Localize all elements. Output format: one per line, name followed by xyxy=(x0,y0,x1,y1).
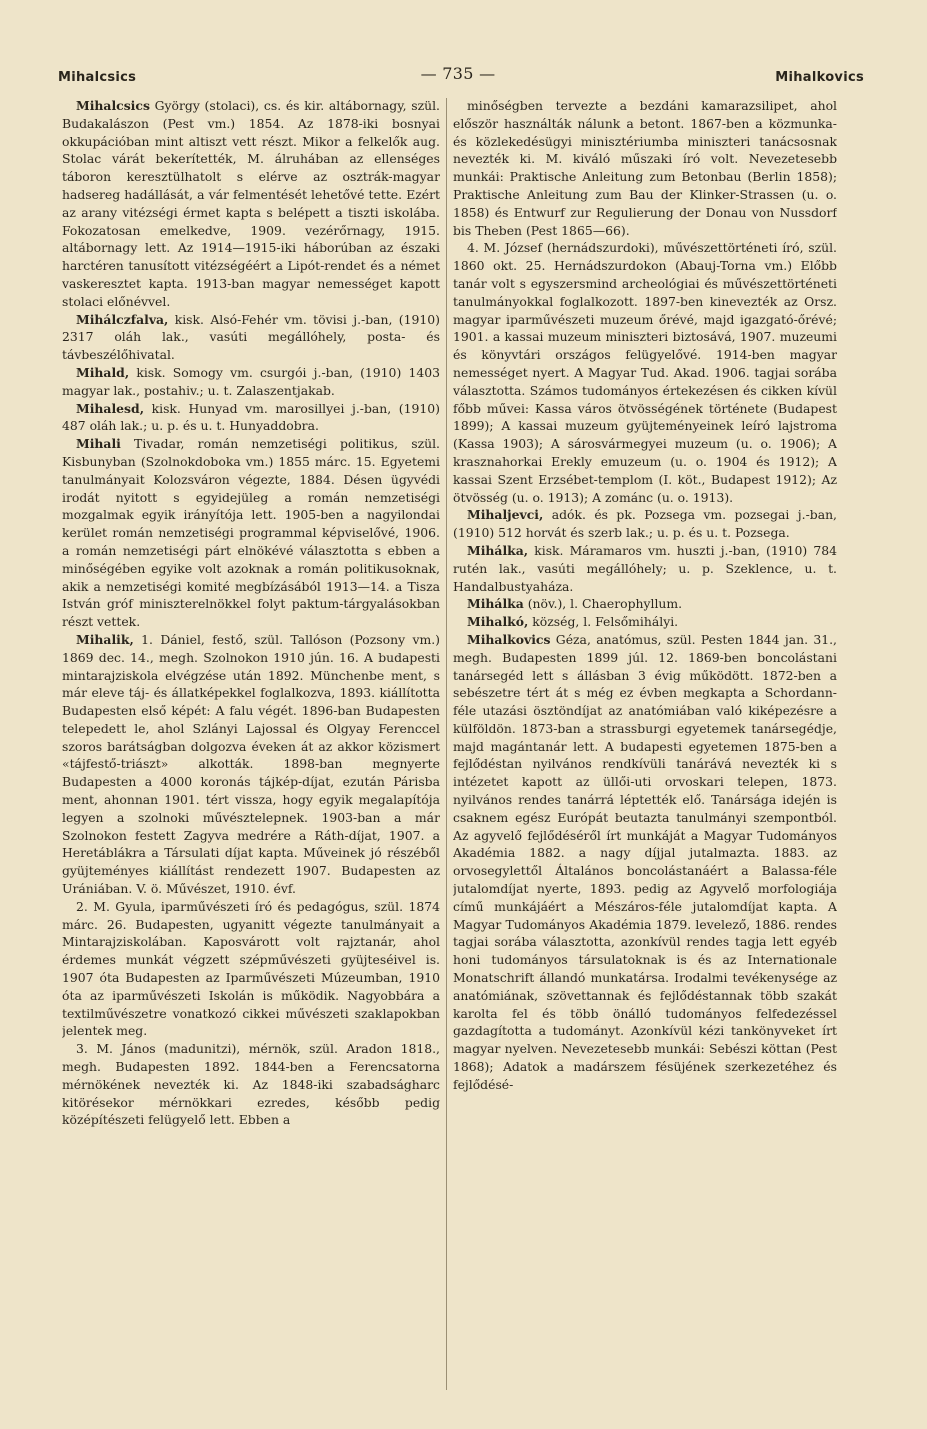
entry xyxy=(62,97,440,311)
entry xyxy=(453,506,837,542)
right-column xyxy=(453,97,837,1397)
headword: Mihalkó, xyxy=(467,614,529,630)
entry-text: község, l. Felsőmihályi. xyxy=(528,614,679,630)
entry-text: adók. és pk. Pozsega vm. pozsegai j.-ban, (1910) 512 horvát és szerb lak.; u. p. és u. t. Pozsega. xyxy=(453,507,837,541)
entry-text: 3. M. János (madunitzi), mérnök, szül. Aradon 1818., megh. Budapesten 1892. 1844-ben a Ferencsatorna mérnökének nevezték ki. Az 1848-iki szabadságharc kitörésekor mérnökkari ezredes, később pedig középítészeti felügyelő lett. Ebben a xyxy=(62,1041,440,1128)
headword: Mihali xyxy=(76,436,121,452)
entry xyxy=(453,631,837,1094)
column-divider xyxy=(446,98,447,1390)
entry xyxy=(62,631,440,898)
entry-text: kisk. Hunyad vm. marosillyei j.-ban, (1910) 487 oláh lak.; u. p. és u. t. Hunyaddobra. xyxy=(62,400,440,434)
entry xyxy=(453,542,837,595)
entry-text: 2. M. Gyula, iparművészeti író és pedagógus, szül. 1874 márc. 26. Budapesten, ugyanitt végezte tanulmányait a Mintarajziskolában. Kaposvárott volt rajztanár, ahol érdemes munkát végzett szépművészeti gyüjteséivel is. 1907 óta Budapesten az Iparművészeti Múzeumban, 1910 óta az iparművészeti Iskolán is működik. Nagyobbára a textilművészetre vonatkozó cikkei művészeti szaklapokban jelentek meg. xyxy=(62,898,440,1039)
entry xyxy=(453,613,837,631)
entry-text: minőségben tervezte a bezdáni kamarazsilipet, ahol először használták nálunk a betont. 1867-ben a közmunka- és közlekedésügyi minisztériumba miniszteri tanácsosnak nevezték ki. M. kiváló műszaki író volt. Nevezetesebb munkái: Praktische Anleitung zum Betonbau (Berlin 1858); Praktische Anleitung zum Bau der Klinker-Strassen (u. o. 1858) és Entwurf zur Regulierung der Donau von Nussdorf bis Theben (Pest 1865—66). xyxy=(453,98,837,238)
entry-text: Géza, anatómus, szül. Pesten 1844 jan. 31., megh. Budapesten 1899 júl. 12. 1869-ben boncolástani tanársegéd lett s állásban 3 évig működött. 1872-ben a sebészetre tért át s még ez évben megkapta a Schordann-féle utazási ösztöndíjat az anatómiában való kiképezésre a külföldön. 1873-ban a strassburgi egyetemek tanársegédje, majd magántanár lett. A budapesti egyetemen 1875-ben a fejlődéstan nyilvános rendkívüli tanárává nevezték ki s intézetet kapott az üllői-uti orvoskari telepen, 1873. nyilvános rendes tanárrá léptették elő. Tanársága idején is csaknem egész Európát beutazta tanulmányi szempontból. Az agyvelő fejlődéséről írt munkáját a Magyar Tudományos Akadémia 1882. a nagy díjjal jutalmazta. 1883. az orvosegylettől Általános boncolástanáért a Balassa-féle jutalomdíjat nyerte, 1893. pedig az Agyvelő morfologiája című munkájáért a Mészáros-féle jutalomdíjat kapta. A Magyar Tudományos Akadémia 1879. levelező, 1886. rendes tagjai sorába választotta, azonkívül rendes tagja lett egyéb honi tudományos társulatoknak is és az Internationale Monatschrift állandó munkatársa. Irodalmi tevékenysége az anatómiának, szövettannak és fejlődéstannak több szakát karolta fel és több önálló tudományos felfedezéssel gazdagította a tudományt. Azonkívül kézi tankönyveket írt magyar nyelven. Nevezetesebb munkái: Sebészi köttan (Pest 1868); Adatok a madárszem fésüjének szerkezetéhez és fejlődésé- xyxy=(453,631,837,1092)
headword: Mihalik, xyxy=(76,631,134,647)
headword: Mihalcsics xyxy=(76,98,150,113)
header-left-guideword: Mihalcsics xyxy=(58,70,137,85)
entry xyxy=(62,311,440,364)
headword: Mihalkovics xyxy=(467,631,551,647)
headword: Mihald, xyxy=(76,364,130,380)
entry xyxy=(62,898,440,1040)
headword: Mihálczfalva, xyxy=(76,311,169,327)
headword: Mihaljevci, xyxy=(467,507,544,523)
entry xyxy=(62,435,440,631)
entry xyxy=(453,595,837,613)
headword: Mihalesd, xyxy=(76,400,145,416)
entry-text: 4. M. József (hernádszurdoki), művészettörténeti író, szül. 1860 okt. 25. Hernádszurdokon (Abauj-Torna vm.) Előbb tanár volt s egyszersmind archeológiai és művészettörténeti tanulmányokkal foglalkozott. 1897-ben kinevezték az Orsz. magyar iparművészeti muzeum őrévé, majd igazgató-őrévé; 1901. a kassai muzeum miniszteri biztosává, 1907. muzeumi és könyvtári országos felügyelővé. 1914-ben magyar nemességet nyert. A Magyar Tud. Akad. 1906. tagjai sorába választotta. Számos tudományos értekezésen és cikken kívül főbb művei: Kassa város ötvösségének története (Budapest 1899); A kassai muzeum gyüjteményeinek leíró lajstroma (Kassa 1903); A sárosvármegyei muzeum (u. o. 1906); A krasznahorkai Erekly emuzeum (u. o. 1904 és 1912); A kassai Szent Erzsébet-templom (I. köt., Budapest 1912); Az ötvösség (u. o. 1913); A zománc (u. o. 1913). xyxy=(453,240,837,505)
entry xyxy=(453,97,837,239)
entry-text: kisk. Alsó-Fehér vm. tövisi j.-ban, (1910) 2317 oláh lak., vasúti megállóhely, posta- és távbeszélőhivatal. xyxy=(62,311,440,363)
entry-text: (növ.), l. Chaerophyllum. xyxy=(523,596,683,612)
entry xyxy=(453,239,837,506)
entry-text: György (stolaci), cs. és kir. altábornagy, szül. Budakalászon (Pest vm.) 1854. Az 1878-iki bosnyai okkupációban mint altiszt vett részt. Mikor a felkelők aug. Stolac várát bekerítették, M. álruhában az ellenséges táboron keresztülhatolt s elérve az osztrák-magyar hadsereg hadállását, a vár felmentését lehetővé tette. Ezért az arany vitézségi érmet kapta s belépett a tiszti iskolába. Fokozatosan emelkedve, 1909. vezérőrnagy, 1915. altábornagy lett. Az 1914—1915-iki háborúban az északi harctéren tanusított vitézségéért a Lipót-rendet és a német vaskeresztet kapta. 1913-ban magyar nemességet kapott stolaci előnévvel. xyxy=(62,98,440,309)
headword: Mihálka, xyxy=(467,542,529,558)
headword: Mihálka xyxy=(467,596,524,612)
entry xyxy=(62,1040,440,1129)
page-number: — 735 — xyxy=(420,64,496,83)
header-right-guideword: Mihalkovics xyxy=(775,70,864,85)
entry-text: 1. Dániel, festő, szül. Tallóson (Pozsony vm.) 1869 dec. 14., megh. Szolnokon 1910 jún. 16. A budapesti mintarajziskola elvégzése után 1892. Münchenbe ment, s már eleve táj- és állatképekkel foglalkozva, 1893. kiállította Budapesten első képét: A falu végét. 1896-ban Budapesten telepedett le, ahol Szlányi Lajossal és Olgyay Ferenccel szoros barátságban dolgozva éveken át az akkor közismert «tájfestő-triászt» alkották. 1898-ban megnyerte Budapesten a 4000 koronás tájkép-díjat, ezután Párisba ment, ahonnan 1901. tért vissza, hogy egyik megalapítója legyen a szolnoki művésztelepnek. 1903-ban a már Szolnokon festett Zagyva medrére a Ráth-díjat, 1907. a Heretáblákra a Társulati díjat kapta. Műveinek jó részéből gyüjteményes kiállítást rendezett 1907. Budapesten az Urániában. V. ö. Művészet, 1910. évf. xyxy=(62,631,440,897)
entry xyxy=(62,400,440,436)
entry-text: kisk. Máramaros vm. huszti j.-ban, (1910) 784 rutén lak., vasúti megállóhely; u. p. Szeklence, u. t. Handalbustyaháza. xyxy=(453,542,837,594)
entry-text: Tivadar, román nemzetiségi politikus, szül. Kisbunyban (Szolnokdoboka vm.) 1855 márc. 15. Egyetemi tanulmányait Kolozsváron végezte, 1884. Désen ügyvédi irodát nyitott s egyidejüleg a román nemzetiségi mozgalmak egyik irányítója lett. 1905-ben a nagyilondai kerület román nemzetiségi programmal képviselővé, 1906. a román nemzetiségi párt elnökévé választotta s ebben a minőségében egyike volt azoknak a román politikusoknak, akik a nemzetiségi komité megbízásából 1913—14. a Tisza István gróf miniszterelnökkel folyt paktum-tárgyalásokban részt vettek. xyxy=(62,436,440,630)
left-column xyxy=(62,97,440,1397)
entry xyxy=(62,364,440,400)
entry-text: kisk. Somogy vm. csurgói j.-ban, (1910) 1403 magyar lak., postahiv.; u. t. Zalaszentjakab. xyxy=(62,364,440,398)
page-header xyxy=(58,64,864,88)
